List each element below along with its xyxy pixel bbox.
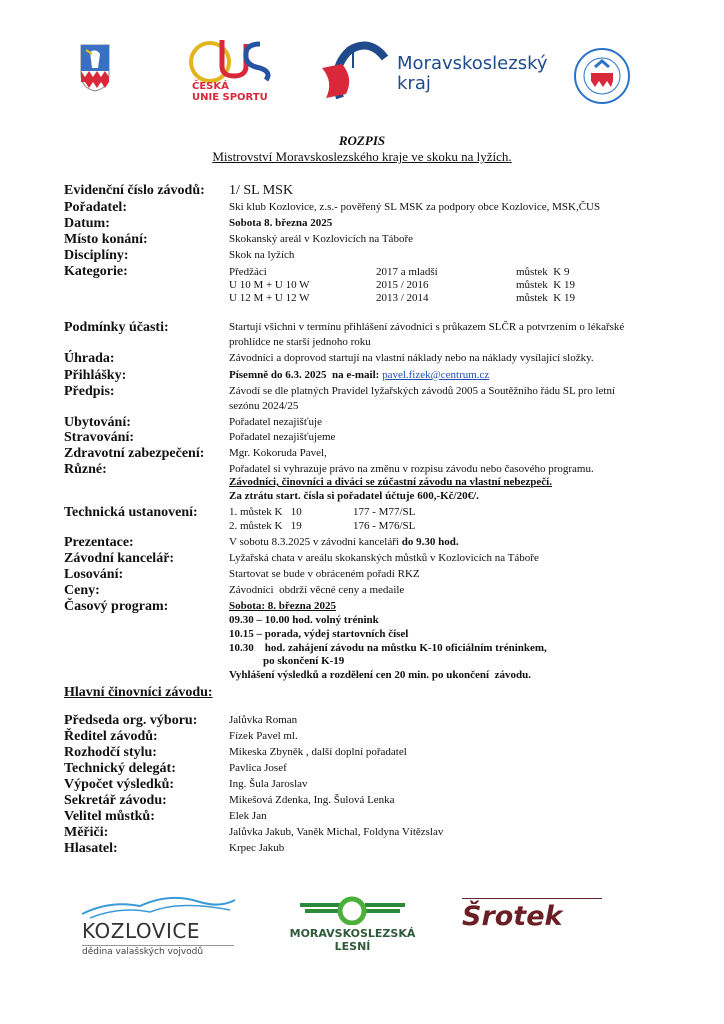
- official-name: Jalůvka Roman: [229, 714, 298, 726]
- official-name: Ing. Šula Jaroslav: [229, 778, 308, 790]
- kozlovice-logo-motto: dědina valašských vojvodů: [82, 947, 204, 957]
- label-datum: Datum:: [64, 216, 110, 231]
- official-name: Fízek Pavel ml.: [229, 730, 298, 742]
- kozlovice-logo: [80, 890, 240, 960]
- technicka-code: 177 - M77/SL: [353, 506, 416, 518]
- value-prezentace: V sobotu 8.3.2025 v závodní kanceláři: [229, 536, 402, 548]
- label-ubytovani: Ubytování:: [64, 415, 131, 430]
- program-line: Vyhlášení výsledků a rozdělení cen 20 min. po ukončení závodu.: [229, 669, 531, 681]
- value-ruzne-fee: Za ztrátu start. čísla si pořadatel účtuje 600,-Kč/20€/.: [229, 490, 479, 502]
- value-kancelar: Lyžařská chata v areálu skokanských můstků v Kozlovicích na Táboře: [229, 552, 539, 564]
- official-name: Krpec Jakub: [229, 842, 285, 854]
- value-misto: Skokanský areál v Kozlovicích na Táboře: [229, 233, 413, 245]
- srotek-logo: [462, 898, 602, 933]
- official-role: Rozhodčí stylu:: [64, 745, 157, 760]
- moravskoslezsky-kraj-logo: [320, 38, 548, 102]
- official-name: Elek Jan: [229, 810, 267, 822]
- lesni-logo-text-2: LESNÍ: [334, 940, 371, 953]
- label-technicka: Technická ustanovení:: [64, 505, 198, 520]
- value-ceny: Závodníci obdrží věcné ceny a medaile: [229, 584, 405, 596]
- kategorie-hill: můstek K 19: [516, 292, 575, 304]
- official-name: Mikešová Zdenka, Ing. Šulová Lenka: [229, 794, 395, 806]
- value-poradatel: Ski klub Kozlovice, z.s.- pověřený SL MSK za podpory obce Kozlovice, MSK,ČUS: [229, 201, 601, 213]
- cus-logo-text-2: UNIE SPORTU: [192, 92, 268, 103]
- kategorie-years: 2013 / 2014: [376, 292, 429, 304]
- value-ruzne-line: Pořadatel si vyhrazuje právo na změnu v rozpisu závodu nebo časového programu.: [229, 463, 594, 475]
- label-stravovani: Stravování:: [64, 430, 134, 445]
- official-role: Předseda org. výboru:: [64, 713, 198, 728]
- srotek-logo-text: Šrotek: [462, 901, 563, 932]
- label-prihlasky: Přihlášky:: [64, 368, 127, 383]
- technicka-code: 176 - M76/SL: [353, 520, 416, 532]
- technicka-hill: 2. můstek K 19: [229, 520, 302, 532]
- program-line: 10.30 hod. zahájení závodu na můstku K-10 oficiálním tréninkem,: [229, 642, 547, 654]
- official-role: Měřiči:: [64, 825, 109, 840]
- official-name: Mikeska Zbyněk , další doplní pořadatel: [229, 746, 407, 758]
- value-losovani: Startovat se bude v obráceném pořadí RKZ: [229, 568, 420, 580]
- label-kategorie: Kategorie:: [64, 264, 128, 279]
- label-losovani: Losování:: [64, 567, 124, 582]
- value-evidencni: 1/ SL MSK: [229, 183, 294, 198]
- label-uhrada: Úhrada:: [64, 351, 115, 366]
- program-date: Sobota: 8. března 2025: [229, 600, 336, 612]
- document-title: ROZPIS: [338, 133, 386, 148]
- document-subtitle: Mistrovství Moravskoslezského kraje ve skoku na lyžích.: [212, 149, 512, 164]
- value-podminky-line: prohlídce ne starší jednoho roku: [229, 336, 371, 348]
- label-kancelar: Závodní kancelář:: [64, 551, 175, 566]
- moravskoslezska-lesni-logo: [270, 895, 435, 955]
- value-prihlasky: Písemně do 6.3. 2025 na e-mail:: [229, 369, 380, 381]
- msk-logo-text-1: Moravskoslezský: [397, 53, 548, 74]
- value-ruzne-warning: Závodníci, činovníci a diváci se zúčastní závodu na vlastní nebezpečí.: [229, 476, 552, 488]
- value-predpis-line: sezónu 2024/25: [229, 400, 299, 412]
- label-evidencni: Evidenční číslo závodů:: [64, 183, 205, 198]
- value-datum: Sobota 8. března 2025: [229, 217, 333, 229]
- value-discipliny: Skok na lyžích: [229, 249, 295, 261]
- value-uhrada: Závodníci a doprovod startují na vlastní náklady nebo na náklady vysílající složky.: [229, 352, 594, 364]
- label-podminky: Podmínky účasti:: [64, 320, 169, 335]
- official-name: Jalůvka Jakub, Vaněk Michal, Foldyna Vítězslav: [229, 826, 444, 838]
- label-zdravotni: Zdravotní zabezpečení:: [64, 446, 205, 461]
- kategorie-cat: U 12 M + U 12 W: [229, 292, 310, 304]
- value-podminky-line: Startují všichni v termínu přihlášení závodníci s průkazem SLČR a potvrzením o lékařské: [229, 321, 625, 333]
- kategorie-cat: Předžáci: [229, 266, 267, 278]
- kategorie-years: 2017 a mladší: [376, 266, 438, 278]
- official-role: Ředitel závodů:: [64, 729, 158, 744]
- label-discipliny: Disciplíny:: [64, 248, 129, 263]
- value-predpis-line: Závodí se dle platných Pravidel lyžařských závodů 2005 a Soutěžního řádu SL pro letní: [229, 385, 616, 397]
- cus-logo-text-1: ČESKÁ: [192, 81, 229, 92]
- lesni-logo-text-1: MORAVSKOSLEZSKÁ: [289, 927, 416, 940]
- label-misto: Místo konání:: [64, 232, 148, 247]
- official-name: Pavlica Josef: [229, 762, 287, 774]
- official-role: Sekretář závodu:: [64, 793, 167, 808]
- official-role: Výpočet výsledků:: [64, 777, 175, 792]
- official-role: Velitel můstků:: [64, 809, 155, 824]
- msk-logo-text-2: kraj: [397, 73, 431, 94]
- program-line: 10.15 – porada, výdej startovních čísel: [229, 628, 409, 640]
- official-role: Hlasatel:: [64, 841, 118, 856]
- label-prezentace: Prezentace:: [64, 535, 134, 550]
- kategorie-cat: U 10 M + U 10 W: [229, 279, 310, 291]
- label-program: Časový program:: [64, 599, 169, 614]
- kozlovice-logo-text: KOZLOVICE: [82, 919, 200, 943]
- program-line: po skončení K-19: [263, 655, 345, 667]
- kozlovice-coat-of-arms-logo: [80, 44, 110, 92]
- label-poradatel: Pořadatel:: [64, 200, 127, 215]
- value-prezentace-time: do 9.30 hod.: [401, 536, 459, 548]
- value-ubytovani: Pořadatel nezajišťuje: [229, 416, 322, 428]
- email-link[interactable]: pavel.fizek@centrum.cz: [382, 369, 490, 381]
- technicka-hill: 1. můstek K 10: [229, 506, 302, 518]
- value-zdravotni: Mgr. Kokoruda Pavel,: [229, 447, 327, 459]
- kategorie-years: 2015 / 2016: [376, 279, 429, 291]
- label-ceny: Ceny:: [64, 583, 100, 598]
- kategorie-hill: můstek K 9: [516, 266, 570, 278]
- value-stravovani: Pořadatel nezajišťujeme: [229, 431, 336, 443]
- officials-heading: Hlavní činovníci závodu:: [64, 685, 213, 700]
- kategorie-hill: můstek K 19: [516, 279, 575, 291]
- program-line: 09.30 – 10.00 hod. volný trénink: [229, 614, 379, 626]
- label-ruzne: Různé:: [64, 462, 107, 477]
- ski-klub-kozlovice-logo: [573, 45, 631, 107]
- label-predpis: Předpis:: [64, 384, 115, 399]
- cus-logo: [182, 34, 277, 106]
- official-role: Technický delegát:: [64, 761, 176, 776]
